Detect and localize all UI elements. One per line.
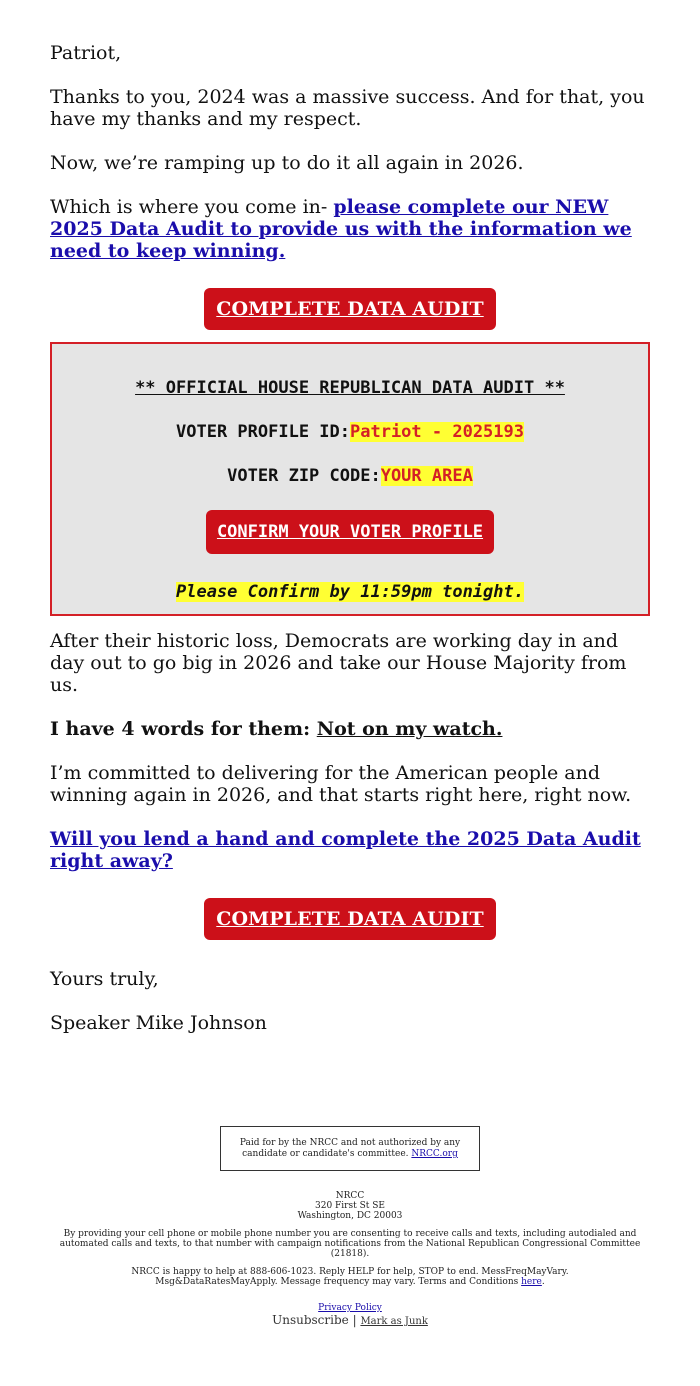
data-audit-box [50,342,650,616]
greeting: Patriot, [50,42,122,64]
paragraph-ramping-up: Now, we’re ramping up to do it all again in 2026. [50,152,524,174]
unsubscribe-link[interactable]: Unsubscribe [272,1313,349,1327]
paragraph-lend-hand [50,828,650,872]
mark-as-junk-link[interactable]: Mark as Junk [360,1316,428,1327]
org-name: NRCC [335,1191,365,1201]
disclaimer-text: Paid for by the NRCC and not authorized by any candidate or candidate's committee. [239,1138,461,1159]
voter-zip-value: YOUR AREA [380,466,473,486]
complete-data-audit-button-2[interactable]: COMPLETE DATA AUDIT [204,898,495,940]
nrcc-site-link[interactable]: NRCC.org [411,1149,458,1159]
voter-profile-row [52,422,648,442]
complete-data-audit-button[interactable]: COMPLETE DATA AUDIT [204,288,495,330]
paid-for-disclaimer [220,1126,480,1171]
unsubscribe-row [50,1315,650,1327]
terms-link[interactable]: here [521,1277,542,1287]
privacy-policy-link[interactable]: Privacy Policy [318,1303,382,1313]
org-address [50,1191,650,1221]
lend-hand-link[interactable]: Will you lend a hand and complete the 2025 Data Audit right away? [50,828,641,872]
voter-zip-label: VOTER ZIP CODE: [227,466,381,486]
address-line-1: 320 First St SE [315,1201,385,1211]
voter-profile-label: VOTER PROFILE ID: [176,422,350,442]
confirm-voter-profile-button[interactable]: CONFIRM YOUR VOTER PROFILE [206,510,494,554]
paragraph-committed: I’m committed to delivering for the American people and winning again in 2026, and that starts right here, right now. [50,762,632,806]
voter-zip-row [52,466,648,486]
audit-request-link[interactable]: please complete our NEW 2025 Data Audit to provide us with the information we need to keep winning. [50,196,632,262]
paragraph-democrats: After their historic loss, Democrats are working day in and day out to go big in 2026 and take our House Majority from us. [50,630,627,696]
audit-title: ** OFFICIAL HOUSE REPUBLICAN DATA AUDIT ** [135,378,565,398]
separator: | [348,1313,361,1327]
paragraph-thanks: Thanks to you, 2024 was a massive success. And for that, you have my thanks and my respect. [50,86,645,130]
voter-profile-value: Patriot - 2025193 [350,422,524,442]
signature: Speaker Mike Johnson [50,1012,267,1034]
paragraph-four-words [50,718,650,740]
footer [50,1126,650,1327]
help-text: NRCC is happy to help at 888-606-1023. Reply HELP for help, STOP to end. MessFreqMayVary. Msg&DataRatesMayApply. Message frequency may vary. Terms and Conditions here. [131,1267,569,1287]
confirm-deadline-text: Please Confirm by 11:59pm tonight. [176,582,524,602]
sign-off: Yours truly, [50,968,159,990]
email-body [50,0,650,1327]
paragraph-audit-request [50,196,650,262]
help-text-body: NRCC is happy to help at 888-606-1023. Reply HELP for help, STOP to end. MessFreqMayVary. Msg&DataRatesMayApply. Message frequency may vary. Terms and Conditions [131,1267,569,1287]
four-words-text: I have 4 words for them: [50,718,317,740]
address-line-2: Washington, DC 20003 [297,1211,403,1221]
not-on-my-watch: Not on my watch. [316,718,503,740]
sms-consent-text: By providing your cell phone or mobile phone number you are consenting to receive calls and texts, including autodialed and automated calls and texts, to that number with campaign notifications from the National Republican Congressional Committee (21818). [59,1229,641,1259]
audit-request-text: Which is where you come in- [50,196,334,218]
